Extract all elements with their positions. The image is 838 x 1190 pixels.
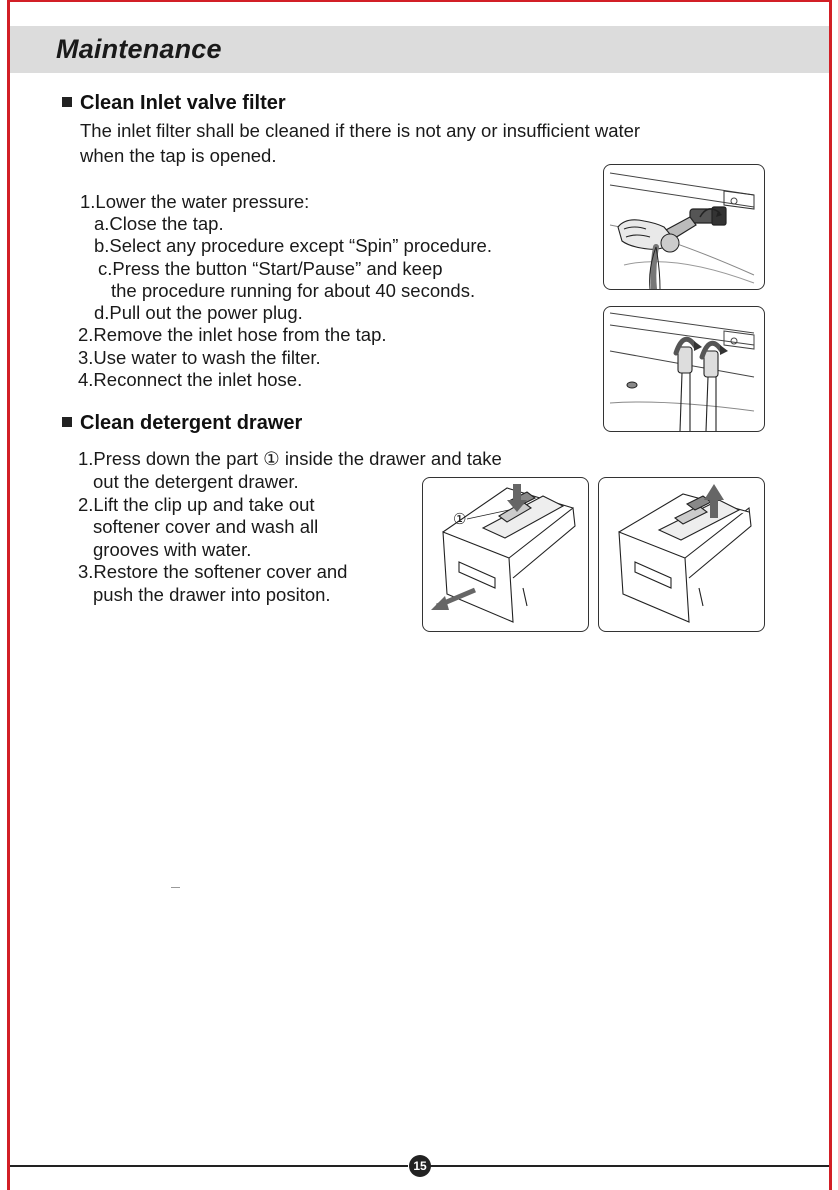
page-number-badge: 15 xyxy=(409,1155,431,1177)
drawer-step-2-line-3: grooves with water. xyxy=(93,539,252,560)
illustration-drawer-press-part xyxy=(422,477,589,632)
stray-mark xyxy=(171,887,180,888)
drawer-press-part-drawing xyxy=(423,478,588,631)
drawer-step-3-line-1: 3.Restore the softener cover and xyxy=(78,561,348,582)
inlet-step-1b: b.Select any procedure except “Spin” procedure. xyxy=(94,235,492,256)
inlet-step-1c-line-2: the procedure running for about 40 seconds. xyxy=(111,280,476,301)
drawer-step-3-line-2: push the drawer into positon. xyxy=(93,584,331,605)
inlet-step-1: 1.Lower the water pressure: xyxy=(80,191,310,212)
footer-rule-left xyxy=(10,1165,408,1167)
inlet-intro-line-2: when the tap is opened. xyxy=(80,145,277,166)
drawer-step-2-line-1: 2.Lift the clip up and take out xyxy=(78,494,315,515)
illustration-reconnect-inlet-hose xyxy=(603,306,765,432)
inlet-step-1c-line-1: c.Press the button “Start/Pause” and keep xyxy=(98,258,443,279)
page-frame-left xyxy=(7,0,10,1190)
section-heading-detergent-drawer-text: Clean detergent drawer xyxy=(80,412,303,434)
square-bullet-icon xyxy=(62,417,72,427)
inlet-intro-line-1: The inlet filter shall be cleaned if there is not any or insufficient water xyxy=(80,120,641,141)
footer-rule-right xyxy=(430,1165,829,1167)
callout-label-part-1: ① xyxy=(453,511,467,528)
inlet-step-3: 3.Use water to wash the filter. xyxy=(78,347,321,368)
section-heading-inlet-filter-text: Clean Inlet valve filter xyxy=(80,92,286,114)
inlet-step-1d: d.Pull out the power plug. xyxy=(94,302,303,323)
section-heading-detergent-drawer xyxy=(62,412,302,435)
inlet-step-2: 2.Remove the inlet hose from the tap. xyxy=(78,324,387,345)
inlet-step-4: 4.Reconnect the inlet hose. xyxy=(78,369,303,390)
inlet-remove-hose-drawing xyxy=(604,165,764,289)
page-title: Maintenance xyxy=(56,34,222,64)
drawer-lift-clip-drawing xyxy=(599,478,764,631)
illustration-remove-inlet-hose xyxy=(603,164,765,290)
inlet-reconnect-hose-drawing xyxy=(604,307,764,431)
page-frame-right xyxy=(829,0,832,1190)
page-frame-top xyxy=(7,0,832,2)
drawer-step-2-line-2: softener cover and wash all xyxy=(93,516,319,537)
illustration-drawer-lift-clip xyxy=(598,477,765,632)
drawer-step-1-line-2: out the detergent drawer. xyxy=(93,471,299,492)
section-heading-inlet-filter xyxy=(62,92,286,115)
inlet-step-1a: a.Close the tap. xyxy=(94,213,224,234)
square-bullet-icon xyxy=(62,97,72,107)
drawer-step-1-line-1: 1.Press down the part ① inside the drawer and take xyxy=(78,448,502,469)
